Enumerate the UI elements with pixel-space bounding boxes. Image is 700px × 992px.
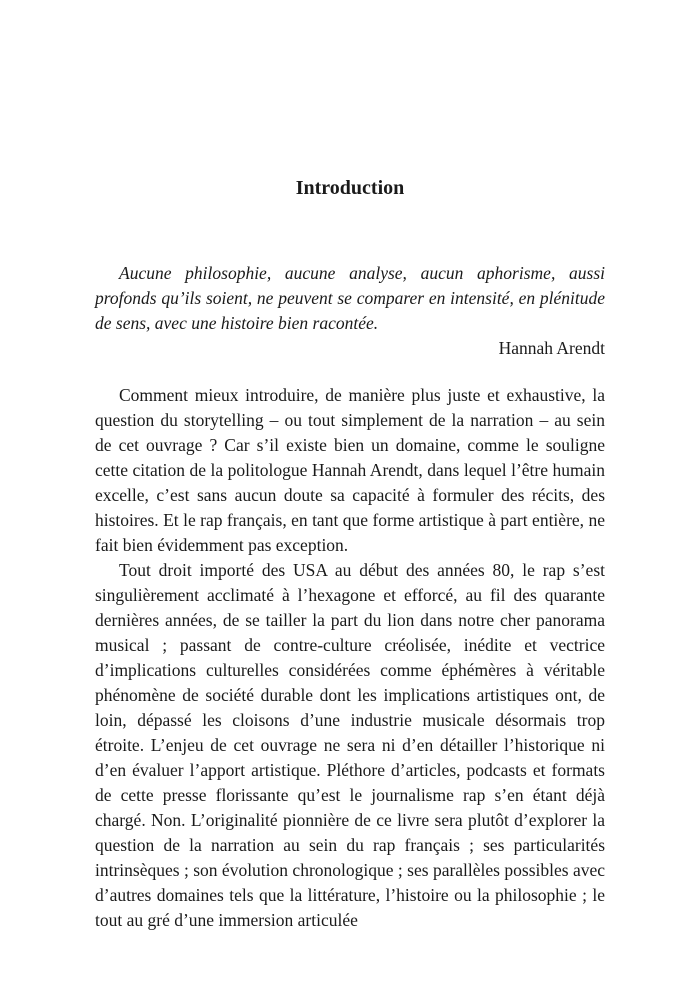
- epigraph: [95, 261, 605, 361]
- epigraph-quote: Aucune philosophie, aucune analyse, aucun aphorisme, aussi profonds qu’ils soient, ne peuvent se comparer en intensité, en plénitude de sens, avec une histoire bien racontée.: [95, 263, 605, 333]
- epigraph-author: Hannah Arendt: [498, 338, 605, 358]
- body-text: [95, 383, 605, 933]
- chapter-title: Introduction: [295, 177, 405, 199]
- paragraph: Comment mieux introduire, de manière plus juste et exhaustive, la question du storytelling – ou tout simplement de la narration – au sein de cet ouvrage ? Car s’il existe bien un domaine, comme le souligne cette citation de la politologue Hannah Arendt, dans lequel l’être humain excelle, c’est sans aucun doute sa capacité à formuler des récits, des histoires. Et le rap français, en tant que forme artistique à part entière, ne fait bien évidemment pas exception.: [95, 385, 605, 555]
- paragraph: Tout droit importé des USA au début des années 80, le rap s’est singulièrement acclimaté à l’hexagone et efforcé, au fil des quarante dernières années, de se tailler la part du lion dans notre cher panorama musical ; passant de contre-culture créolisée, inédite et vectrice d’implications culturelles considérées comme éphémères à véritable phénomène de société durable dont les implications artistiques ont, de loin, dépassé les cloisons d’une industrie musicale désormais trop étroite. L’enjeu de cet ouvrage ne sera ni d’en détailler l’historique ni d’en évaluer l’apport artistique. Pléthore d’articles, podcasts et formats de cette presse florissante qu’est le journalisme rap s’en étant déjà chargé. Non. L’originalité pionnière de ce livre sera plutôt d’explorer la question de la narration au sein du rap français ; ses particularités intrinsèques ; son évolution chronologique ; ses parallèles possibles avec d’autres domaines tels que la littérature, l’histoire ou la philosophie ; le tout au gré d’une immersion articulée: [95, 560, 605, 930]
